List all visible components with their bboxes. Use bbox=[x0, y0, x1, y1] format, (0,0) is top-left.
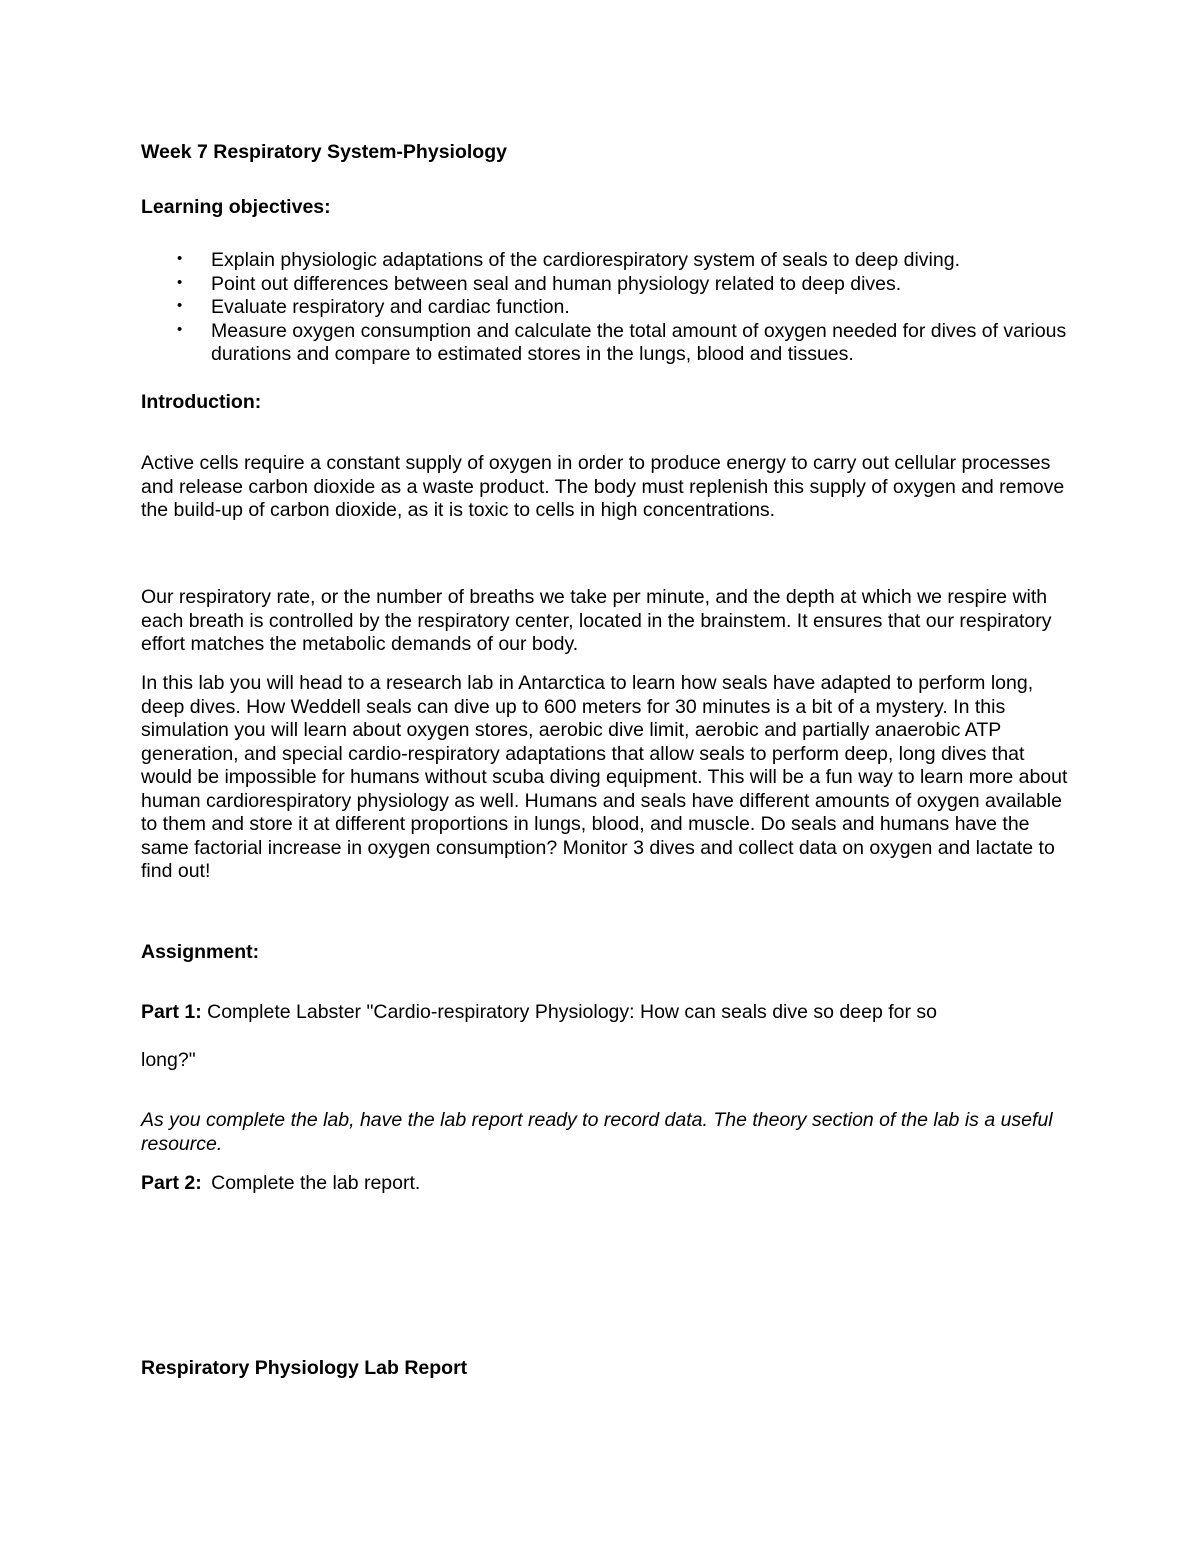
bullet-icon: • bbox=[177, 273, 183, 291]
lab-report-heading: Respiratory Physiology Lab Report bbox=[141, 1357, 468, 1379]
list-item bbox=[141, 296, 1071, 320]
part2-line bbox=[141, 1172, 420, 1196]
document-title: Week 7 Respiratory System-Physiology bbox=[141, 141, 507, 163]
bullet-icon: • bbox=[177, 297, 183, 314]
italic-note: As you complete the lab, have the lab report ready to record data. The theory section of the lab is a useful resource. bbox=[141, 1109, 1053, 1155]
objective-text: Measure oxygen consumption and calculate the total amount of oxygen needed for dives of various durations and compare to estimated stores in the lungs, blood and tissues. bbox=[211, 319, 1067, 365]
part1-text-continued: long?" bbox=[141, 1049, 196, 1071]
list-item bbox=[141, 320, 1071, 367]
list-item bbox=[141, 273, 1071, 297]
objectives-heading: Learning objectives: bbox=[141, 196, 331, 218]
part1-label: Part 1: bbox=[141, 1001, 202, 1023]
part1-line bbox=[141, 1001, 937, 1025]
part1-text: Complete Labster "Cardio-respiratory Physiology: How can seals dive so deep for so bbox=[207, 1001, 937, 1023]
bullet-icon: • bbox=[177, 320, 183, 338]
document-page bbox=[141, 0, 1071, 1553]
objective-text: Point out differences between seal and human physiology related to deep dives. bbox=[211, 272, 902, 295]
introduction-heading: Introduction: bbox=[141, 391, 262, 413]
intro-paragraph-1: Active cells require a constant supply of oxygen in order to produce energy to carry out cellular processes and release carbon dioxide as a waste product. The body must replenish this supply of oxygen and remove the build-up of carbon dioxide, as it is toxic to cells in high concentrations. bbox=[141, 452, 1065, 521]
intro-paragraph-3: In this lab you will head to a research lab in Antarctica to learn how seals have adapted to perform long, deep dives. How Weddell seals can dive up to 600 meters for 30 minutes is a bit of a mystery. In this simulation you will learn about oxygen stores, aerobic dive limit, aerobic and partially anaerobic ATP generation, and special cardio-respiratory adaptations that allow seals to perform deep, long dives that would be impossible for humans without scuba diving equipment. This will be a fun way to learn more about human cardiorespiratory physiology as well. Humans and seals have different amounts of oxygen available to them and store it at different proportions in lungs, blood, and muscle. Do seals and humans have the same factorial increase in oxygen consumption? Monitor 3 dives and collect data on oxygen and lactate to find out! bbox=[141, 672, 1068, 882]
bullet-icon: • bbox=[177, 250, 183, 267]
assignment-heading: Assignment: bbox=[141, 941, 260, 963]
part2-text: Complete the lab report. bbox=[211, 1172, 421, 1194]
list-item bbox=[141, 249, 1071, 273]
objective-text: Explain physiologic adaptations of the cardiorespiratory system of seals to deep diving. bbox=[211, 249, 960, 271]
objectives-list bbox=[141, 249, 1071, 367]
part2-label: Part 2: bbox=[141, 1172, 202, 1194]
objective-text: Evaluate respiratory and cardiac function. bbox=[211, 296, 570, 318]
intro-paragraph-2: Our respiratory rate, or the number of breaths we take per minute, and the depth at which we respire with each breath is controlled by the respiratory center, located in the brainstem. It ensures that our respiratory effort matches the metabolic demands of our body. bbox=[141, 586, 1052, 655]
